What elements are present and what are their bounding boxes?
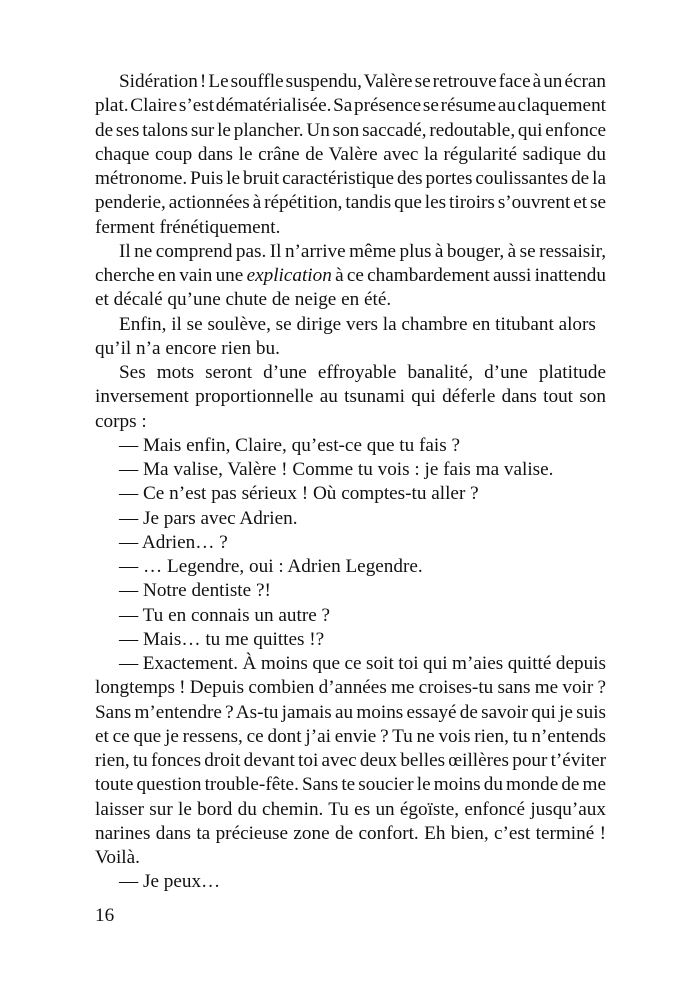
dialogue-line: — Tu en connais un autre ? (119, 604, 331, 626)
text-line: toute question trouble-fête. Sans te soucier le moins du monde de me (95, 774, 606, 796)
text-line: et ce que je ressens, ce dont j’ai envie ? Tu ne vois rien, tu n’entends (95, 725, 606, 747)
text-line: Il ne comprend pas. Il n’arrive même plus à bouger, à se ressaisir, (119, 240, 606, 262)
text-segment: à ce chambardement aussi inattendu (331, 265, 606, 286)
text-line: Enfin, il se soulève, se dirige vers la chambre en titubant alors (119, 313, 596, 335)
text-line (95, 264, 606, 288)
text-line: plat. Claire s’est dématérialisée. Sa présence se résume au claquement (95, 95, 606, 117)
text-line: chaque coup dans le crâne de Valère avec la régularité sadique du (95, 143, 606, 165)
body-text (95, 70, 606, 895)
dialogue-line: — Je pars avec Adrien. (119, 507, 298, 529)
text-line: penderie, actionnées à répétition, tandis que les tiroirs s’ouvrent et se (95, 192, 606, 214)
text-line: de ses talons sur le plancher. Un son saccadé, redoutable, qui enfonce (95, 119, 606, 141)
text-line: qu’il n’a encore rien bu. (95, 337, 280, 359)
text-line: Sans m’entendre ? As-tu jamais au moins essayé de savoir qui je suis (95, 701, 606, 723)
dialogue-line: — Mais enfin, Claire, qu’est-ce que tu fais ? (119, 434, 460, 456)
dialogue-line: — Mais… tu me quittes !? (119, 628, 325, 650)
text-line: narines dans ta précieuse zone de confort. Eh bien, c’est terminé ! (95, 822, 606, 844)
text-line: Voilà. (95, 847, 140, 868)
dialogue-line: — Notre dentiste ?! (119, 580, 271, 602)
dialogue-line: — … Legendre, oui : Adrien Legendre. (119, 556, 423, 577)
dialogue-line: — Ma valise, Valère ! Comme tu vois : je fais ma valise. (119, 459, 554, 480)
text-line: rien, tu fonces droit devant toi avec deux belles œillères pour t’éviter (95, 750, 606, 771)
text-line: métronome. Puis le bruit caractéristique des portes coulissantes de la (95, 168, 606, 189)
text-line: longtemps ! Depuis combien d’années me croises-tu sans me voir ? (95, 677, 606, 699)
text-line: Ses mots seront d’une effroyable banalité, d’une platitude (119, 362, 606, 383)
dialogue-line: — Ce n’est pas sérieux ! Où comptes-tu aller ? (119, 483, 479, 505)
text-segment: cherche en vain une (95, 265, 247, 286)
dialogue-line: — Je peux… (119, 871, 221, 893)
text-line: corps : (95, 410, 147, 432)
text-line: et décalé qu’une chute de neige en été. (95, 289, 392, 311)
text-line: laisser sur le bord du chemin. Tu es un égoïste, enfoncé jusqu’aux (95, 798, 606, 820)
text-line: inversement proportionnelle au tsunami qui déferle dans tout son (95, 386, 606, 408)
dialogue-line: — Exactement. À moins que ce soit toi qui m’aies quitté depuis (119, 653, 606, 674)
italic-word: explication (246, 265, 332, 286)
text-line: ferment frénétiquement. (95, 216, 281, 238)
text-line: Sidération ! Le souffle suspendu, Valère se retrouve face à un écran (119, 71, 606, 92)
page-number: 16 (95, 905, 115, 926)
dialogue-line: — Adrien… ? (119, 531, 228, 553)
